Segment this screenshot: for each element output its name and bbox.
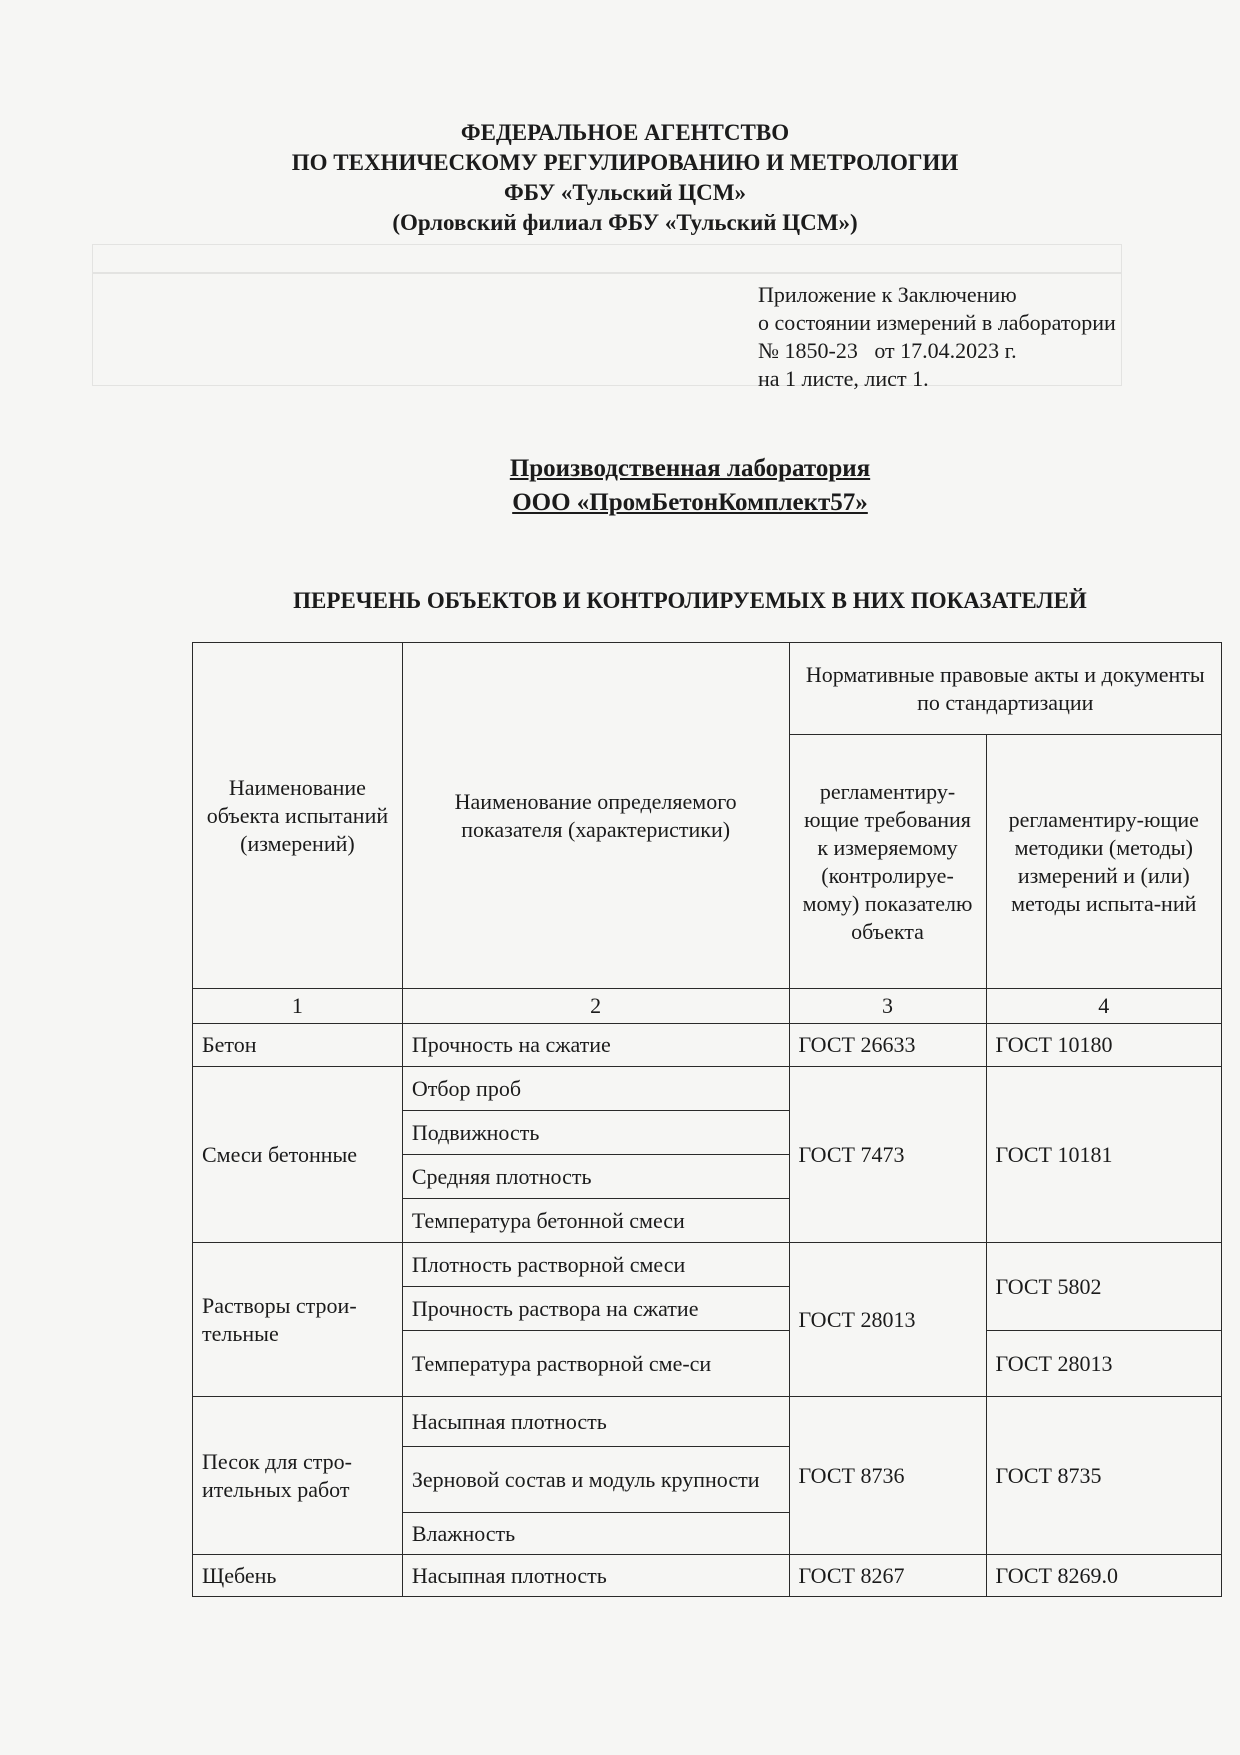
requirement-cell: ГОСТ 8736 bbox=[789, 1397, 986, 1555]
table-row bbox=[193, 1243, 1222, 1287]
header-requirements: регламентиру-ющие требования к измеряемому (контролируе-мому) показателю объекта bbox=[789, 735, 986, 989]
indicator-cell: Температура растворной сме-си bbox=[402, 1331, 789, 1397]
header-line-3: ФБУ «Тульский ЦСМ» bbox=[504, 180, 746, 205]
header-methods: регламентиру-ющие методики (методы) измерений и (или) методы испыта-ний bbox=[986, 735, 1221, 989]
indicator-cell: Насыпная плотность bbox=[402, 1555, 789, 1597]
agency-header bbox=[0, 118, 1240, 238]
method-cell: ГОСТ 8269.0 bbox=[986, 1555, 1221, 1597]
objects-table bbox=[192, 642, 1222, 1597]
header-line-1: ФЕДЕРАЛЬНОЕ АГЕНТСТВО bbox=[460, 120, 790, 145]
object-cell: Песок для стро-ительных работ bbox=[193, 1397, 403, 1555]
table-row bbox=[193, 1555, 1222, 1597]
indicator-cell: Отбор проб bbox=[402, 1067, 789, 1111]
requirement-cell: ГОСТ 28013 bbox=[789, 1243, 986, 1397]
indicator-cell: Прочность раствора на сжатие bbox=[402, 1287, 789, 1331]
indicator-cell: Влажность bbox=[402, 1513, 789, 1555]
object-cell: Смеси бетонные bbox=[193, 1067, 403, 1243]
header-indicator: Наименование определяемого показателя (характеристики) bbox=[402, 643, 789, 989]
object-cell: Бетон bbox=[193, 1024, 403, 1067]
indicator-cell: Прочность на сжатие bbox=[402, 1024, 789, 1067]
bleed-through-rule bbox=[92, 272, 1122, 274]
column-number: 1 bbox=[193, 989, 403, 1024]
lab-title-line-2: ООО «ПромБетонКомплект57» bbox=[512, 489, 868, 516]
lab-title-line-1: Производственная лаборатория bbox=[509, 455, 871, 482]
list-title bbox=[0, 586, 1240, 616]
method-cell: ГОСТ 28013 bbox=[986, 1331, 1221, 1397]
requirement-cell: ГОСТ 26633 bbox=[789, 1024, 986, 1067]
annex-note bbox=[758, 281, 1116, 393]
header-line-4: (Орловский филиал ФБУ «Тульский ЦСМ») bbox=[392, 210, 858, 235]
indicator-cell: Подвижность bbox=[402, 1111, 789, 1155]
object-cell: Растворы строи-тельные bbox=[193, 1243, 403, 1397]
column-number: 3 bbox=[789, 989, 986, 1024]
method-cell: ГОСТ 5802 bbox=[986, 1243, 1221, 1331]
lab-title bbox=[0, 452, 1240, 520]
annex-line-3: № 1850-23 от 17.04.2023 г. bbox=[758, 338, 1017, 363]
annex-line-1: Приложение к Заключению bbox=[758, 282, 1017, 307]
indicator-cell: Температура бетонной смеси bbox=[402, 1199, 789, 1243]
indicator-cell: Насыпная плотность bbox=[402, 1397, 789, 1447]
method-cell: ГОСТ 8735 bbox=[986, 1397, 1221, 1555]
method-cell: ГОСТ 10180 bbox=[986, 1024, 1221, 1067]
table-row bbox=[193, 1067, 1222, 1111]
requirement-cell: ГОСТ 7473 bbox=[789, 1067, 986, 1243]
header-normative: Нормативные правовые акты и документы по стандартизации bbox=[789, 643, 1222, 735]
column-number: 2 bbox=[402, 989, 789, 1024]
table-row bbox=[193, 1397, 1222, 1447]
requirement-cell: ГОСТ 8267 bbox=[789, 1555, 986, 1597]
annex-line-2: о состоянии измерений в лаборатории bbox=[758, 310, 1116, 335]
indicator-cell: Плотность растворной смеси bbox=[402, 1243, 789, 1287]
header-line-2: ПО ТЕХНИЧЕСКОМУ РЕГУЛИРОВАНИЮ И МЕТРОЛОГИИ bbox=[291, 150, 959, 175]
method-cell: ГОСТ 10181 bbox=[986, 1067, 1221, 1243]
annex-line-4: на 1 листе, лист 1. bbox=[758, 366, 929, 391]
header-object: Наименование объекта испытаний (измерений) bbox=[193, 643, 403, 989]
indicator-cell: Зерновой состав и модуль крупности bbox=[402, 1447, 789, 1513]
column-number: 4 bbox=[986, 989, 1221, 1024]
column-numbers-row bbox=[193, 989, 1222, 1024]
list-title-text: ПЕРЕЧЕНЬ ОБЪЕКТОВ И КОНТРОЛИРУЕМЫХ В НИХ ПОКАЗАТЕЛЕЙ bbox=[293, 588, 1087, 613]
table-row bbox=[193, 1024, 1222, 1067]
object-cell: Щебень bbox=[193, 1555, 403, 1597]
indicator-cell: Средняя плотность bbox=[402, 1155, 789, 1199]
